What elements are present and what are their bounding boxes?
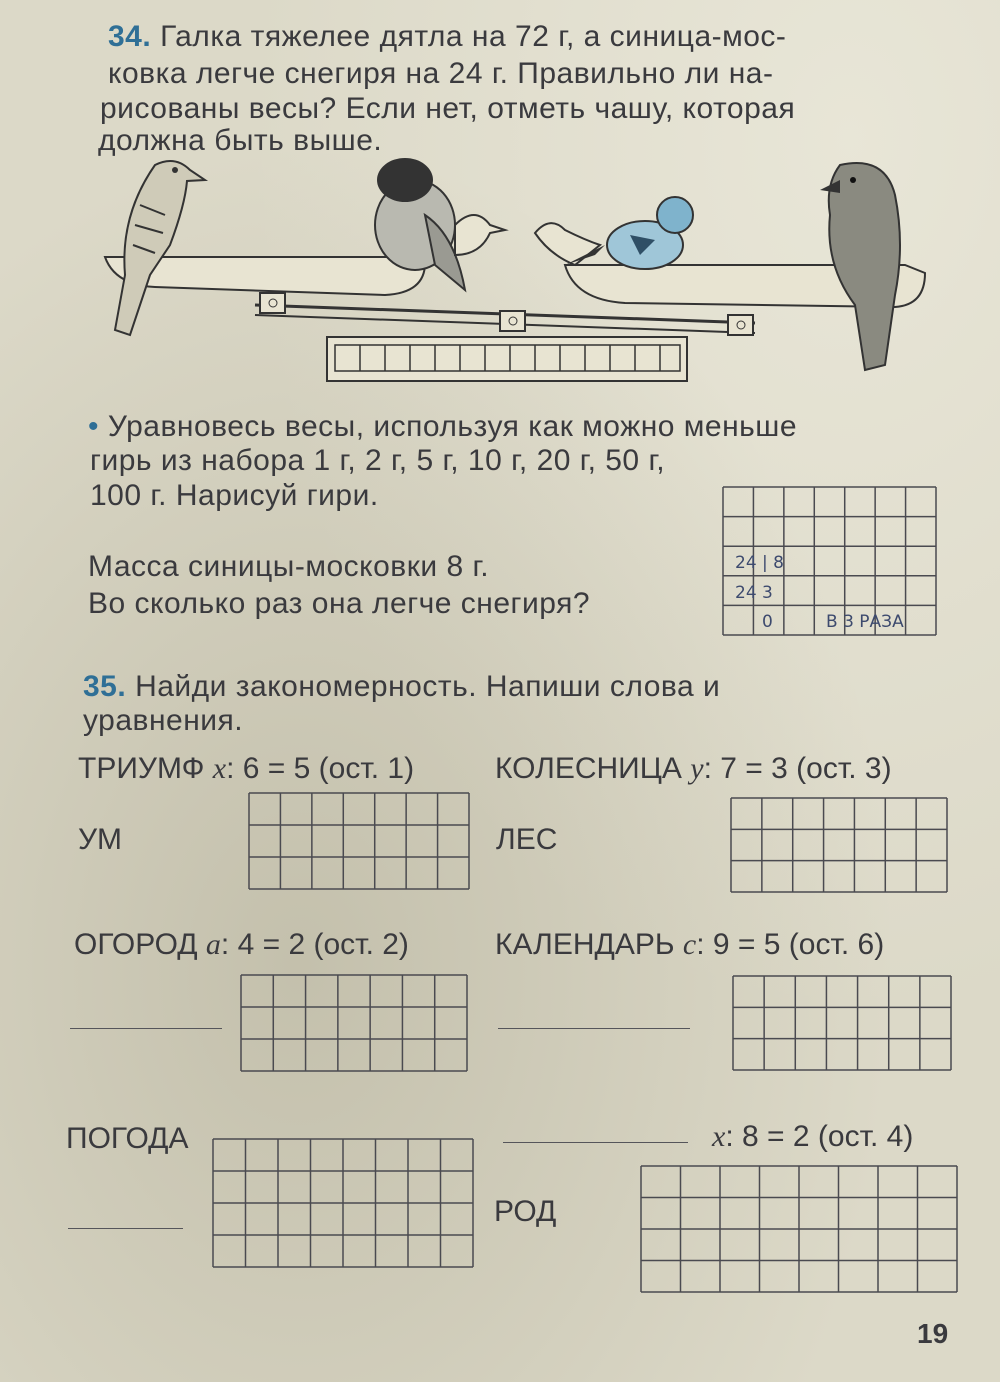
answer-um: УМ	[78, 823, 123, 856]
grid-ogorod[interactable]	[240, 974, 468, 1072]
handwriting-division: 24 | 8	[735, 553, 784, 573]
item-variable: y	[690, 752, 704, 785]
item-word: КОЛЕСНИЦА	[495, 752, 682, 785]
scale-illustration	[95, 145, 935, 395]
item-x8	[712, 1120, 913, 1154]
question-line2: Во сколько раз она легче снегиря?	[88, 587, 591, 620]
subtask-line2: гирь из набора 1 г, 2 г, 5 г, 10 г, 20 г, 50 г,	[90, 444, 666, 477]
item-equation: : 7 = 3 (ост. 3)	[703, 752, 892, 785]
item-triumf	[78, 752, 414, 786]
tit-icon	[565, 197, 693, 269]
handwriting-answer: В 3 РАЗА	[826, 612, 904, 632]
item-equation: : 6 = 5 (ост. 1)	[226, 752, 415, 785]
bullet-icon: •	[88, 410, 100, 443]
item-word: КАЛЕНДАРЬ	[495, 928, 675, 961]
handwriting-subtraction: 24 3	[735, 583, 773, 603]
answer-rod: РОД	[494, 1195, 557, 1228]
blank-pogoda[interactable]	[68, 1228, 183, 1229]
task35-line1	[83, 668, 720, 706]
grid-triumf[interactable]	[248, 792, 470, 890]
item-variable: a	[205, 928, 221, 961]
item-variable: x	[212, 752, 227, 785]
task34-line1	[108, 18, 786, 56]
item-variable: c	[682, 928, 697, 961]
task34-line4: должна быть выше.	[98, 124, 383, 157]
woodpecker-icon	[115, 161, 205, 335]
item-pogoda: ПОГОДА	[66, 1122, 189, 1155]
grid-kolesnica[interactable]	[730, 797, 948, 893]
grid-x8[interactable]	[640, 1165, 958, 1293]
item-ogorod	[74, 928, 409, 962]
item-kalendar	[495, 928, 884, 962]
subtask-line3: 100 г. Нарисуй гири.	[90, 479, 379, 512]
item-equation: : 4 = 2 (ост. 2)	[220, 928, 409, 961]
blank-kalendar[interactable]	[498, 1028, 690, 1029]
blank-ogorod[interactable]	[70, 1028, 222, 1029]
question-line1: Масса синицы-московки 8 г.	[88, 550, 490, 583]
item-word: ТРИУМФ	[78, 752, 205, 785]
subtask-text-1: Уравновесь весы, используя как можно меньше	[107, 410, 798, 443]
item-word: ОГОРОД	[74, 928, 198, 961]
task34-line2: ковка легче снегиря на 24 г. Правильно ли на-	[108, 57, 774, 90]
subtask-line1	[88, 408, 797, 446]
item-variable: x	[712, 1120, 726, 1153]
task34-number: 34.	[108, 20, 152, 53]
task34-text-1: Галка тяжелее дятла на 72 г, а синица-мос-	[160, 20, 787, 53]
answer-les: ЛЕС	[496, 823, 558, 856]
scale-base	[327, 337, 687, 381]
page-number: 19	[917, 1318, 949, 1349]
task35-line2: уравнения.	[83, 704, 244, 737]
item-equation: : 8 = 2 (ост. 4)	[725, 1120, 914, 1153]
item-equation: : 9 = 5 (ост. 6)	[696, 928, 885, 961]
handwriting-remainder: 0	[762, 612, 773, 632]
task35-text-1: Найди закономерность. Напиши слова и	[135, 670, 721, 703]
task34-line3: рисованы весы? Если нет, отметь чашу, которая	[100, 92, 796, 125]
grid-kalendar[interactable]	[732, 975, 952, 1071]
item-kolesnica	[495, 752, 892, 786]
blank-item6[interactable]	[503, 1142, 688, 1143]
task35-number: 35.	[83, 670, 127, 703]
grid-pogoda[interactable]	[212, 1138, 474, 1268]
